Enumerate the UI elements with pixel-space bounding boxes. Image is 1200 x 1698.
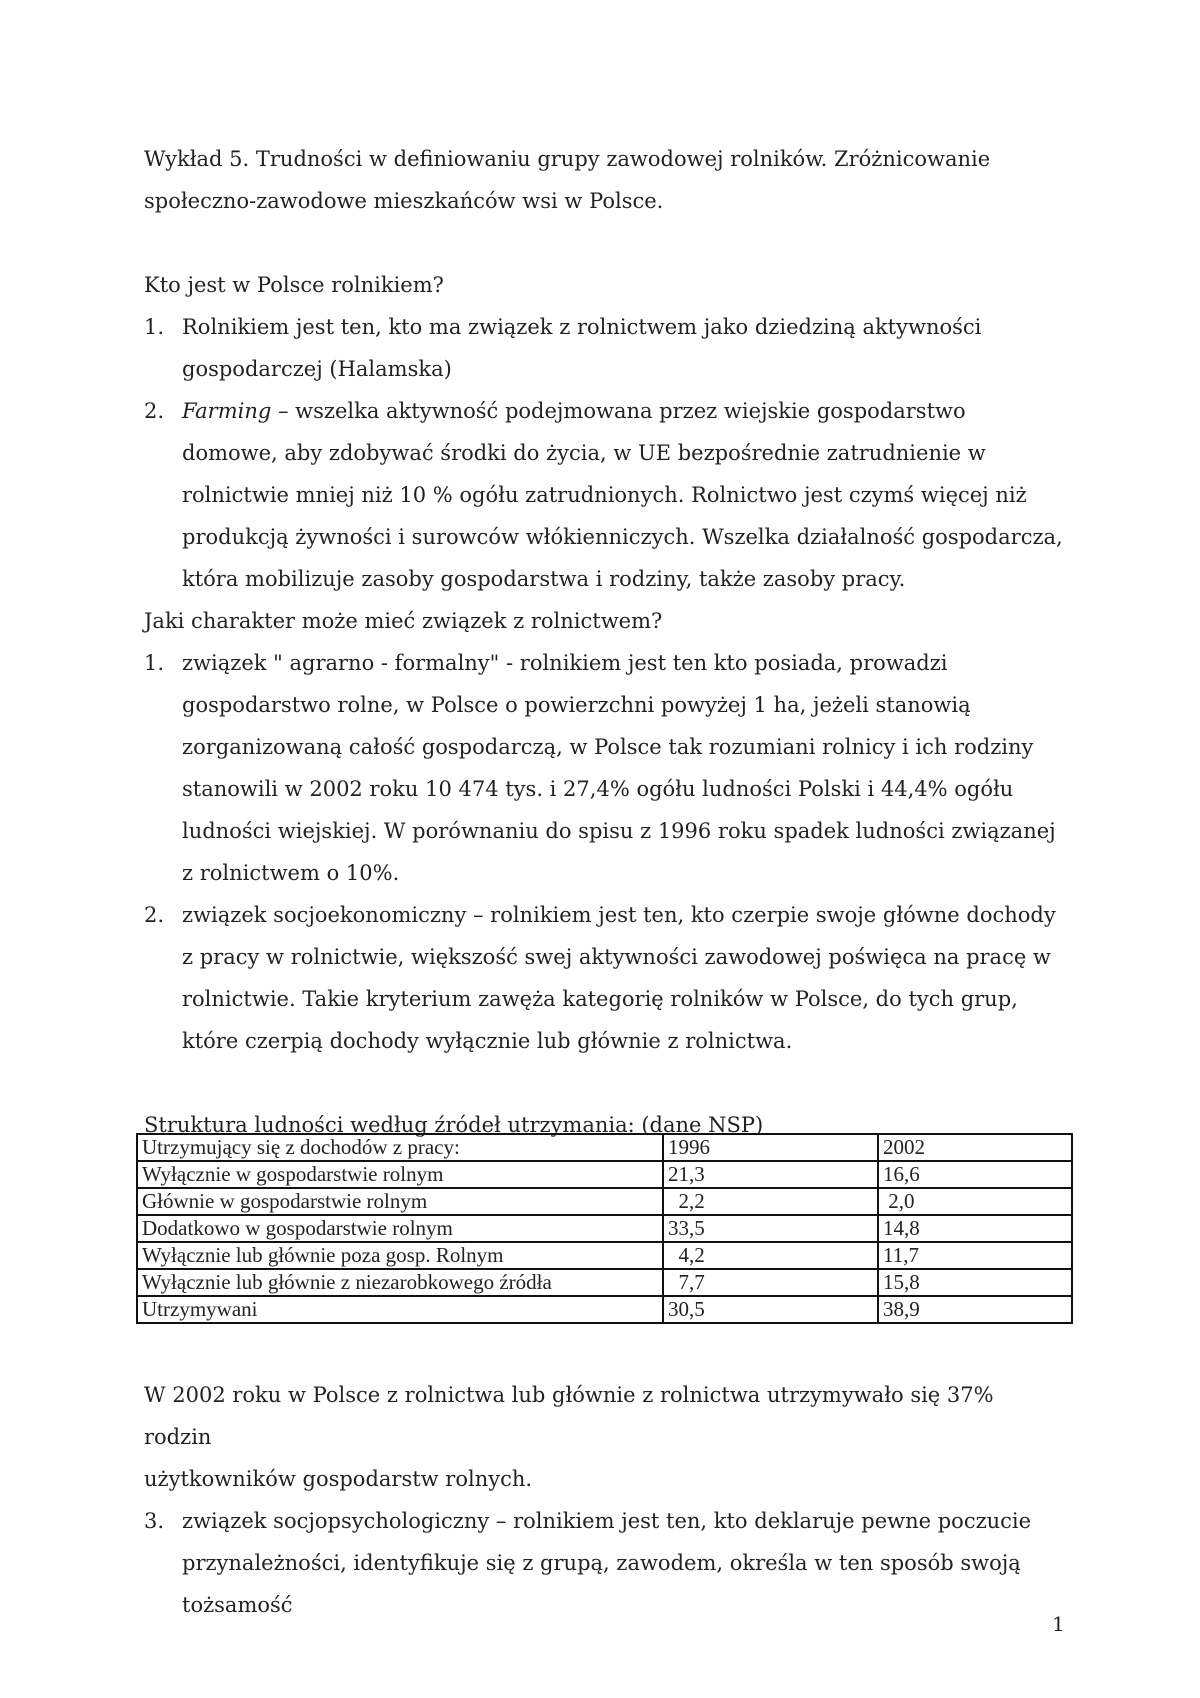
table-row — [137, 1161, 1072, 1188]
table-row — [137, 1269, 1072, 1296]
list-number: 1. — [144, 651, 165, 675]
table-cell: 38,9 — [878, 1296, 1072, 1323]
table-header-cell: 2002 — [878, 1134, 1072, 1161]
list-number: 3. — [144, 1509, 165, 1533]
page-number: 1 — [1052, 1612, 1065, 1636]
list2-item-3 — [144, 1500, 1064, 1626]
table-cell: Dodatkowo w gospodarstwie rolnym — [137, 1215, 663, 1242]
table-header-cell: Utrzymujący się z dochodów z pracy: — [137, 1134, 663, 1161]
table-cell: 11,7 — [878, 1242, 1072, 1269]
table-cell: 15,8 — [878, 1269, 1072, 1296]
list-item-text: związek socjoekonomiczny – rolnikiem jest ten, kto czerpie swoje główne dochody z pracy w rolnictwie, większość swej aktywności zawodowej poświęca na pracę w rolnictwie. Takie kryterium zawęża kategorię rolników w Polsce, do tych grup, które czerpią dochody wyłącznie lub głównie z rolnictwa. — [182, 903, 1056, 1053]
list2-item-2 — [144, 894, 1064, 1062]
table-cell: 2,0 — [878, 1188, 1072, 1215]
question-who-is-farmer: Kto jest w Polsce rolnikiem? — [144, 273, 444, 297]
table-row — [137, 1215, 1072, 1242]
list1-item-2 — [144, 390, 1064, 600]
table-cell: Głównie w gospodarstwie rolnym — [137, 1188, 663, 1215]
table-header-cell: 1996 — [663, 1134, 878, 1161]
list-item-text: związek " agrarno - formalny" - rolnikiem jest ten kto posiada, prowadzi gospodarstwo rolne, w Polsce o powierzchni powyżej 1 ha, jeżeli stanowią zorganizowaną całość gospodarczą, w Polsce tak rozumiani rolnicy i ich rodziny stanowili w 2002 roku 10 474 tys. i 27,4% ogółu ludności Polski i 44,4% ogółu ludności wiejskiej. W porównaniu do spisu z 1996 roku spadek ludności związanej z rolnictwem o 10%. — [182, 651, 1056, 885]
table-row — [137, 1296, 1072, 1323]
table-cell: 7,7 — [663, 1269, 878, 1296]
title-line-1: Wykład 5. Trudności w definiowaniu grupy zawodowej rolników. Zróżnicowanie — [144, 147, 991, 171]
table-cell: 16,6 — [878, 1161, 1072, 1188]
table-cell: 33,5 — [663, 1215, 878, 1242]
income-source-table — [136, 1133, 1073, 1324]
table-cell: 2,2 — [663, 1188, 878, 1215]
document-body-bottom — [144, 1374, 1064, 1626]
table-row — [137, 1188, 1072, 1215]
list-item-text: – wszelka aktywność podejmowana przez wiejskie gospodarstwo domowe, aby zdobywać środki do życia, w UE bezpośrednie zatrudnienie w rolnictwie mniej niż 10 % ogółu zatrudnionych. Rolnictwo jest czymś więcej niż produkcją żywności i surowców włókienniczych. Wszelka działalność gospodarcza, która mobilizuje zasoby gospodarstwa i rodziny, także zasoby pracy. — [182, 399, 1063, 591]
list-number: 1. — [144, 315, 165, 339]
question-relation-type: Jaki charakter może mieć związek z rolnictwem? — [144, 609, 663, 633]
list1-item-1 — [144, 306, 1064, 390]
title-line-2: społeczno-zawodowe mieszkańców wsi w Polsce. — [144, 189, 664, 213]
table-cell: Wyłącznie lub głównie poza gosp. Rolnym — [137, 1242, 663, 1269]
document-body-top — [144, 138, 1064, 1146]
list-item-text: Rolnikiem jest ten, kto ma związek z rolnictwem jako dziedziną aktywności gospodarczej (Halamska) — [182, 315, 982, 381]
table-caption: Struktura ludności według źródeł utrzymania: (dane NSP) — [144, 1113, 764, 1137]
table-cell: Wyłącznie w gospodarstwie rolnym — [137, 1161, 663, 1188]
table-row — [137, 1242, 1072, 1269]
list-number: 2. — [144, 399, 165, 423]
summary-line-2: użytkowników gospodarstw rolnych. — [144, 1467, 533, 1491]
table-cell: Wyłącznie lub głównie z niezarobkowego źródła — [137, 1269, 663, 1296]
farming-term: Farming — [182, 399, 272, 423]
table-header-row — [137, 1134, 1072, 1161]
list2-item-1 — [144, 642, 1064, 894]
list-item-text: związek socjopsychologiczny – rolnikiem jest ten, kto deklaruje pewne poczucie przynależności, identyfikuje się z grupą, zawodem, określa w ten sposób swoją tożsamość — [182, 1509, 1032, 1617]
table-cell: 21,3 — [663, 1161, 878, 1188]
table-cell: 14,8 — [878, 1215, 1072, 1242]
list-number: 2. — [144, 903, 165, 927]
summary-line-1: W 2002 roku w Polsce z rolnictwa lub głównie z rolnictwa utrzymywało się 37% rodzin — [144, 1383, 994, 1449]
table-cell: 4,2 — [663, 1242, 878, 1269]
table-cell: 30,5 — [663, 1296, 878, 1323]
table-cell: Utrzymywani — [137, 1296, 663, 1323]
